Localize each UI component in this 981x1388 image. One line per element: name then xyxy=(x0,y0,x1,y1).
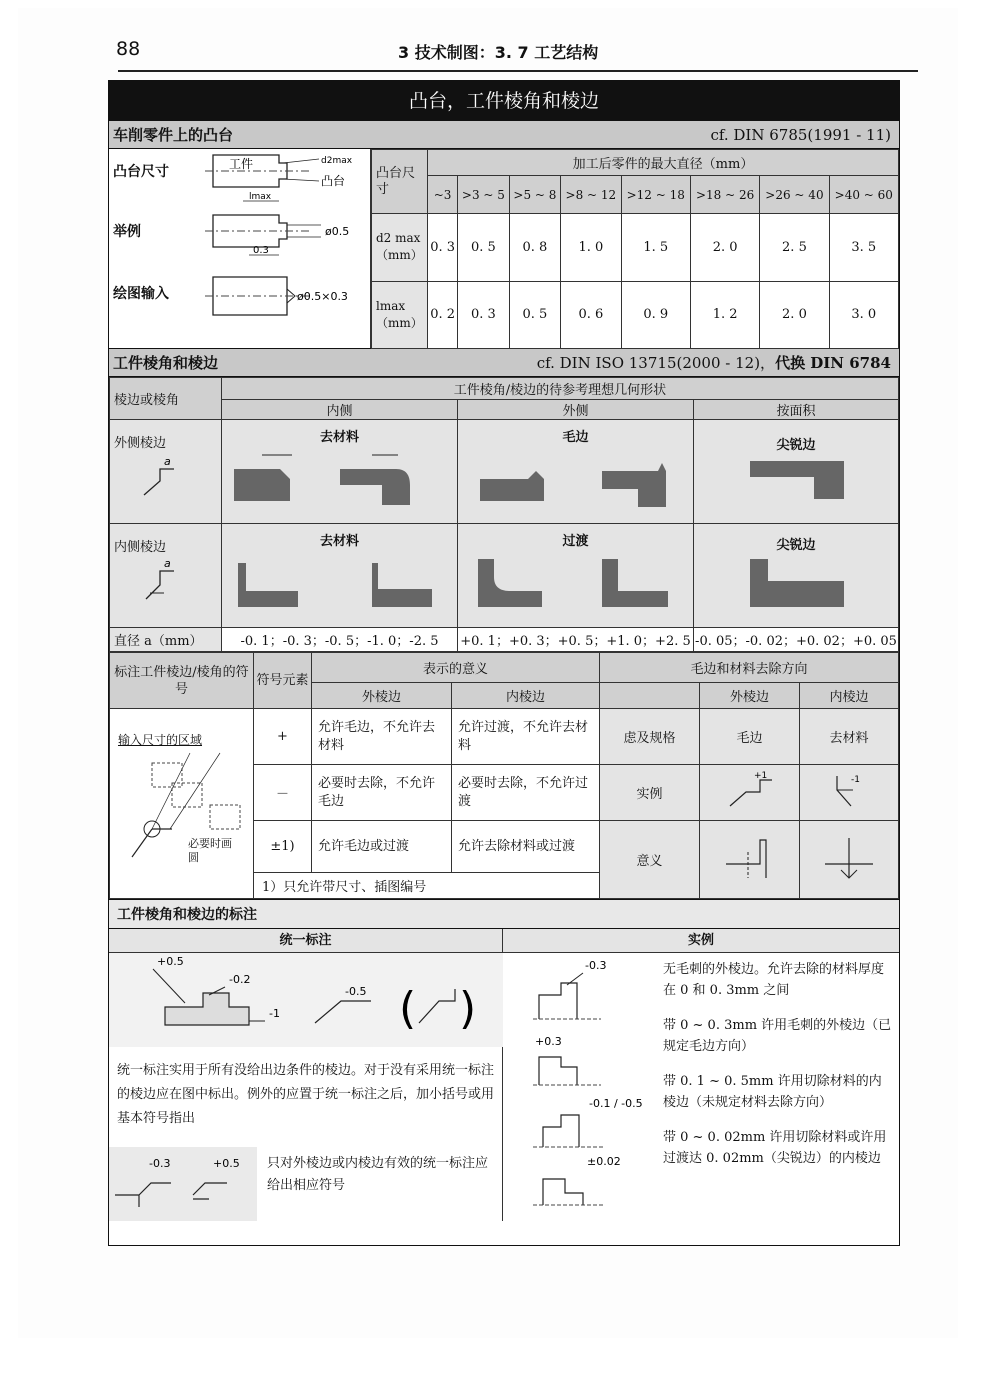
boss-col-range: >40 ~ 60 xyxy=(829,176,898,214)
sym-illustration-drawing xyxy=(110,749,254,869)
edges-col0: 棱边或棱角 xyxy=(110,378,222,420)
sym-inner-header: 内棱边 xyxy=(452,683,600,709)
dia-label: 直径 a（mm） xyxy=(110,628,222,652)
fig-d2max-label: d2max xyxy=(321,156,353,166)
examples-figures xyxy=(503,953,653,1219)
boss-value: 3. 5 xyxy=(829,214,898,282)
outer-edge-cell xyxy=(110,420,222,524)
edges-subcol-inner: 内侧 xyxy=(222,400,458,420)
dia-values-outer: +0. 1；+0. 3；+0. 5；+1. 0；+2. 5 xyxy=(458,628,694,652)
sym-col2-header: 符号元素 xyxy=(254,653,312,709)
dia-values-area: -0. 05；-0. 02；+0. 02；+0. 05 xyxy=(694,628,899,652)
boss-value: 0. 3 xyxy=(428,214,458,282)
boss-value: 0. 5 xyxy=(458,214,509,282)
inner-outside-cell xyxy=(458,524,694,628)
input-area-label: 输入尺寸的区域 xyxy=(118,733,203,747)
uniform-paren-right-icon: ) xyxy=(459,983,477,1034)
boss-group-header: 加工后零件的最大直径（mm） xyxy=(428,150,899,176)
fig-workpiece-label: 工件 xyxy=(229,157,254,171)
notation-left xyxy=(109,929,503,1221)
boss-label-example: 举例 xyxy=(113,224,141,240)
example-sym-1: -0.3 xyxy=(585,959,607,972)
dir-example-outer xyxy=(700,765,800,821)
sym-plusminus: ±1) xyxy=(254,821,312,873)
boss-col-range: >5 ~ 8 xyxy=(509,176,560,214)
uniform-paragraph: 统一标注实用于所有没给出边条件的棱边。对于没有采用统一标注的棱边应在图中标出。例外的应置于统一标注之后，加小括号或用基本符号指出 xyxy=(117,1063,495,1126)
boss-label-size: 凸台尺寸 xyxy=(113,164,169,180)
page-number: 88 xyxy=(116,38,141,60)
sym-plus-inner: 允许过渡，不允许去材料 xyxy=(452,709,600,765)
outer-caption-remove: 去材料 xyxy=(319,430,359,445)
boss-row-d2max xyxy=(372,214,428,282)
boss-value: 0. 5 xyxy=(509,281,560,349)
dia-values-inner: -0. 1；-0. 3；-0. 5；-1. 0；-2. 5 xyxy=(222,628,458,652)
sym-illustration xyxy=(110,709,254,899)
uniform-paren-left-icon: ( xyxy=(399,983,417,1034)
inner-remove-figure xyxy=(222,549,452,619)
boss-row-label: d2 max xyxy=(376,231,421,246)
uniform-label-minus1: -1 xyxy=(269,1007,280,1020)
example-fig-2 xyxy=(533,1035,601,1085)
outer-edge-label: 外侧棱边 xyxy=(114,436,167,451)
uniform-header: 统一标注 xyxy=(109,929,502,953)
sym-minus-outer: 必要时去除，不允许毛边 xyxy=(312,765,452,821)
boss-value: 0. 2 xyxy=(428,281,458,349)
boss-value: 0. 3 xyxy=(458,281,509,349)
uniform-bottom-text: 只对外棱边或内棱边有效的统一标注应给出相应符号 xyxy=(267,1156,489,1193)
example-sym-3: -0.1 / -0.5 xyxy=(589,1097,643,1110)
ex-inner-label: -1 xyxy=(851,774,860,785)
sym-plus: + xyxy=(254,709,312,765)
dir-meaning-outer xyxy=(700,821,800,899)
removal-meaning-icon xyxy=(819,830,879,886)
example-sym-4: ±0.02 xyxy=(587,1155,621,1168)
sym-plus-outer: 允许毛边，不允许去材料 xyxy=(312,709,452,765)
dir-row-meaning: 意义 xyxy=(600,821,700,899)
example-text-4: 带 0 ~ 0. 02mm 许用切除材料或许用过渡达 0. 02mm（尖锐边）的内棱边 xyxy=(663,1130,887,1166)
inner-sharp-figure xyxy=(694,553,894,617)
boss-value: 1. 2 xyxy=(690,281,759,349)
sym-footnote: 1）只允许带尺寸、插图编号 xyxy=(254,873,600,899)
outer-inside-cell xyxy=(222,420,458,524)
edges-ref: cf. DIN ISO 13715(2000 - 12)，代换 DIN 6784 xyxy=(536,354,891,372)
boss-heading: 车削零件上的凸台 xyxy=(113,126,234,144)
chapter-title: 3 技术制图：3. 7 工艺结构 xyxy=(398,43,599,62)
boss-value: 2. 5 xyxy=(760,214,829,282)
boss-ref: cf. DIN 6785(1991 - 11) xyxy=(710,126,891,144)
uniform-label-minus02: -0.2 xyxy=(229,973,251,986)
fig-dim03-label: 0.3 xyxy=(253,245,269,256)
boss-col-range: ~3 xyxy=(428,176,458,214)
example-text-3: 带 0. 1 ~ 0. 5mm 许用切除材料的内棱边（未规定材料去除方向） xyxy=(663,1074,882,1110)
dir-row-spec: 虑及规格 xyxy=(600,709,700,765)
example-fig-4 xyxy=(533,1155,621,1205)
sym-dir-outer-header: 外棱边 xyxy=(700,683,800,709)
edges-subcol-outer: 外侧 xyxy=(458,400,694,420)
boss-col-range: >26 ~ 40 xyxy=(760,176,829,214)
burr-example-icon xyxy=(720,768,780,814)
ex-outer-label: +1 xyxy=(753,770,767,781)
content-box xyxy=(108,80,900,1246)
uniform-label-minus05: -0.5 xyxy=(345,985,367,998)
uniform-figure xyxy=(109,953,503,1047)
outer-caption-burr: 毛边 xyxy=(562,430,589,445)
inner-edge-label: 内侧棱边 xyxy=(114,540,167,555)
main-title: 凸台，工件棱角和棱边 xyxy=(109,81,899,121)
inner-a-symbol: a xyxy=(164,557,171,570)
boss-value: 1. 0 xyxy=(561,214,621,282)
boss-section xyxy=(109,149,899,349)
boss-row-unit: （mm） xyxy=(376,315,423,330)
inner-transition-figure xyxy=(458,549,688,619)
uniform-bottom xyxy=(109,1147,502,1221)
removal-example-icon xyxy=(819,768,879,814)
sym-outer-header: 外棱边 xyxy=(312,683,452,709)
sym-direction-header: 毛边和材料去除方向 xyxy=(600,653,899,683)
boss-row-unit: （mm） xyxy=(376,248,423,263)
boss-label-drawing: 绘图输入 xyxy=(113,286,169,302)
uniform-label-plus05: +0.5 xyxy=(157,955,184,968)
dir-spec-outer: 毛边 xyxy=(700,709,800,765)
sym-plusminus-inner: 允许去除材料或过渡 xyxy=(452,821,600,873)
inner-inside-cell xyxy=(222,524,458,628)
boss-value: 3. 0 xyxy=(829,281,898,349)
boss-col-range: >12 ~ 18 xyxy=(621,176,690,214)
examples-text xyxy=(663,959,893,1169)
fig-lmax-label: lmax xyxy=(249,192,272,202)
inner-caption-remove: 去材料 xyxy=(319,534,359,549)
edges-group-header: 工件棱角/棱边的待参考理想几何形状 xyxy=(222,378,899,400)
header-rule xyxy=(118,70,918,72)
boss-section-heading xyxy=(109,121,899,149)
sym-dir-inner-header: 内棱边 xyxy=(800,683,899,709)
inner-area-cell xyxy=(694,524,899,628)
uniform-bottom-symbols xyxy=(109,1147,257,1221)
boss-value: 1. 5 xyxy=(621,214,690,282)
outer-outside-cell xyxy=(458,420,694,524)
outer-caption-sharp: 尖锐边 xyxy=(776,438,816,453)
boss-col-range: >8 ~ 12 xyxy=(561,176,621,214)
symbols-table xyxy=(109,652,899,899)
sym-dir-blank xyxy=(600,683,700,709)
bottom-sym-minus03: -0.3 xyxy=(149,1157,171,1170)
edges-subcol-area: 按面积 xyxy=(694,400,899,420)
inner-edge-symbol-icon xyxy=(134,555,194,605)
fig-phi05x03-label: ø0.5×0.3 xyxy=(297,290,348,303)
boss-figures xyxy=(109,149,371,348)
outer-burr-figure xyxy=(458,445,688,515)
example-text-2: 带 0 ~ 0. 3mm 许用毛刺的外棱边（已规定毛边方向） xyxy=(663,1018,892,1054)
boss-value: 2. 0 xyxy=(690,214,759,282)
outer-area-cell xyxy=(694,420,899,524)
inner-edge-cell xyxy=(110,524,222,628)
outer-edge-symbol-icon xyxy=(134,451,194,501)
boss-col-range: >3 ~ 5 xyxy=(458,176,509,214)
sym-minus: － xyxy=(254,765,312,821)
boss-row-label: lmax xyxy=(376,298,406,313)
boss-table-wrap xyxy=(371,149,899,348)
circle-note: 必要时画圆 xyxy=(188,837,232,864)
inner-caption-transition: 过渡 xyxy=(562,534,589,549)
outer-remove-figure xyxy=(222,445,452,515)
edges-heading: 工件棱角和棱边 xyxy=(113,354,219,372)
notation-heading: 工件棱角和棱边的标注 xyxy=(109,899,899,929)
outer-a-symbol: a xyxy=(164,455,171,468)
dir-row-example: 实例 xyxy=(600,765,700,821)
boss-drawings xyxy=(109,149,371,349)
boss-col-header: 凸台尺寸 xyxy=(372,150,428,214)
fig-phi05-label: ø0.5 xyxy=(325,225,350,238)
boss-value: 2. 0 xyxy=(760,281,829,349)
burr-meaning-icon xyxy=(720,830,780,886)
example-fig-1 xyxy=(533,959,606,1019)
notation-right xyxy=(503,929,899,1221)
boss-row-lmax xyxy=(372,281,428,349)
dir-meaning-inner xyxy=(800,821,899,899)
boss-col-range: >18 ~ 26 xyxy=(690,176,759,214)
boss-table xyxy=(371,149,899,349)
edges-section-heading xyxy=(109,349,899,377)
sym-col1-header: 标注工件棱边/棱角的符号 xyxy=(110,653,254,709)
sym-minus-inner: 必要时去除，不允许过渡 xyxy=(452,765,600,821)
dir-example-inner xyxy=(800,765,899,821)
outer-sharp-figure xyxy=(694,453,894,513)
boss-value: 0. 9 xyxy=(621,281,690,349)
notation-section xyxy=(109,929,899,1221)
sym-plusminus-outer: 允许毛边或过渡 xyxy=(312,821,452,873)
example-fig-3 xyxy=(533,1097,643,1147)
sym-meaning-header: 表示的意义 xyxy=(312,653,600,683)
edges-table xyxy=(109,377,899,652)
examples-header: 实例 xyxy=(503,929,899,953)
boss-value: 0. 6 xyxy=(561,281,621,349)
example-text-1: 无毛刺的外棱边。允许去除的材料厚度在 0 和 0. 3mm 之间 xyxy=(663,962,885,998)
boss-value: 0. 8 xyxy=(509,214,560,282)
dir-spec-inner: 去材料 xyxy=(800,709,899,765)
fig-boss-label: 凸台 xyxy=(321,174,346,188)
bottom-sym-plus05: +0.5 xyxy=(213,1157,240,1170)
inner-caption-sharp: 尖锐边 xyxy=(776,538,816,553)
example-sym-2: +0.3 xyxy=(535,1035,562,1048)
